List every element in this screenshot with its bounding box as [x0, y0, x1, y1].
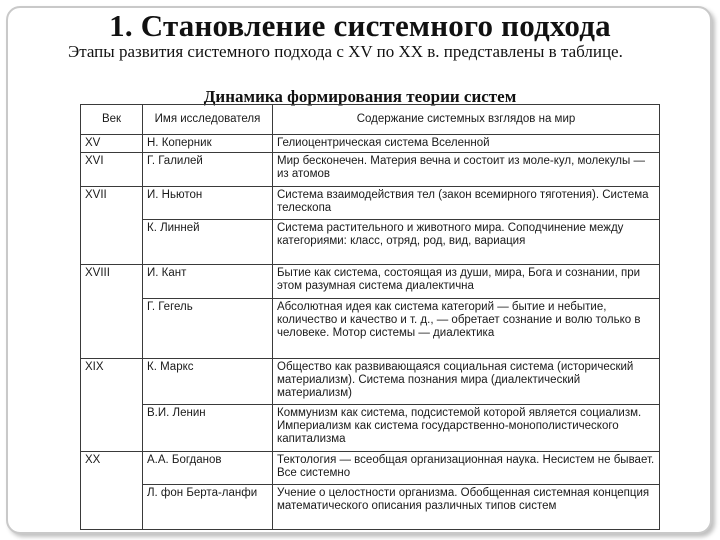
cell-name: К. Линней [143, 220, 273, 265]
table-row [81, 358, 660, 404]
cell-name: И. Кант [143, 265, 273, 299]
cell-name: Л. фон Берта-ланфи [143, 484, 273, 529]
cell-name: К. Маркс [143, 358, 273, 404]
table-caption: Динамика формирования теории систем [203, 87, 517, 106]
cell-century: XVI [81, 153, 143, 187]
cell-content: Система растительного и животного мира. Соподчинение между категориями: класс, отряд, род, вид, вариация [273, 220, 660, 265]
header-name: Имя исследователя [143, 105, 273, 135]
cell-name: А.А. Богданов [143, 451, 273, 484]
cell-century: XVIII [81, 265, 143, 358]
slide-title: 1. Становление системного подхода [109, 8, 611, 43]
cell-name: Г. Галилей [143, 153, 273, 187]
cell-content: Мир бесконечен. Материя вечна и состоит из моле-кул, молекулы — из атомов [273, 153, 660, 187]
cell-content: Система взаимодействия тел (закон всемирного тяготения). Система телескопа [273, 187, 660, 220]
cell-century: XX [81, 451, 143, 529]
cell-name: И. Ньютон [143, 187, 273, 220]
cell-name: Г. Гегель [143, 299, 273, 359]
cell-name: В.И. Ленин [143, 404, 273, 451]
table-row [81, 484, 660, 529]
table-row [81, 153, 660, 187]
cell-content: Абсолютная идея как система категорий — бытие и небытие, количество и качество и т. д., — обретает сознание и волю только в человеке. Мотор системы — диалектика [273, 299, 660, 359]
cell-content: Бытие как система, состоящая из души, мира, Бога и сознании, при этом разумная система диалектична [273, 265, 660, 299]
history-table [80, 104, 660, 530]
header-century: Век [81, 105, 143, 135]
cell-content: Тектология — всеобщая организационная наука. Несистем не бывает. Все системно [273, 451, 660, 484]
cell-century: XIX [81, 358, 143, 451]
cell-content: Гелиоцентрическая система Вселенной [273, 135, 660, 153]
table-row [81, 299, 660, 359]
header-content: Содержание системных взглядов на мир [273, 105, 660, 135]
table-row [81, 451, 660, 484]
table-row [81, 135, 660, 153]
table-row [81, 187, 660, 220]
cell-century: XVII [81, 187, 143, 265]
cell-century: XV [81, 135, 143, 153]
cell-name: Н. Коперник [143, 135, 273, 153]
intro-text: Этапы развития системного подхода с XV по XX в. представлены в таблице. [68, 42, 623, 61]
table-row [81, 220, 660, 265]
cell-content: Коммунизм как система, подсистемой которой является социализм. Империализм как система государственно-монополистического капитализма [273, 404, 660, 451]
table-header-row [81, 105, 660, 135]
cell-content: Общество как развивающаяся социальная система (исторический материализм). Система познания мира (диалектический материализм) [273, 358, 660, 404]
cell-content: Учение о целостности организма. Обобщенная системная концепция математического описания различных типов систем [273, 484, 660, 529]
table-row [81, 265, 660, 299]
table-row [81, 404, 660, 451]
